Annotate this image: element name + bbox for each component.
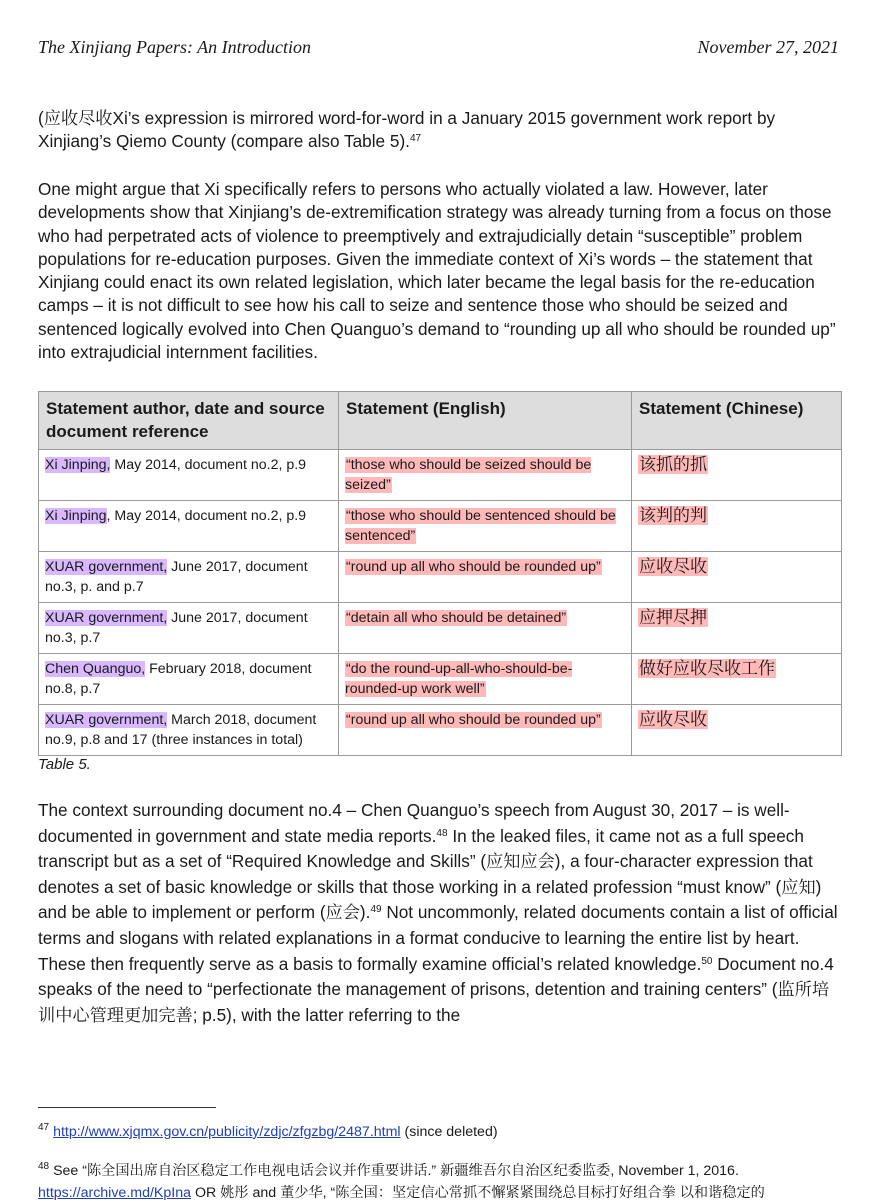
- author-ref: , May 2014, document no.2, p.9: [106, 508, 307, 524]
- table-row: [39, 450, 842, 501]
- paragraph-2: One might argue that Xi specifically refers to persons who actually violated a law. However, later developments show that Xinjiang’s de-extremification strategy was already turning from a focus on those who had perpetrated acts of violence to preemptively and extrajudicially detain “susceptible” problem populations for re-education purposes. Given the immediate context of Xi’s words – the statement that Xinjiang could enact its own related legislation, which later became the legal basis for the re-education camps – it is not difficult to see how his call to seize and sentence those who should be seized and sentenced logically evolved into Chen Quanguo’s demand to “rounding up all who should be rounded up” into extrajudicial internment facilities.: [38, 179, 836, 363]
- paragraph-3-part-2: In the leaked files, it came not as a full speech transcript but as a set of “Required Knowledge and Skills” (应知应会), a four-character expression that denotes a set of basic knowledge or skills that those working in a related profession “must know” (应知) and be able to implement or perform (应会).: [38, 825, 822, 923]
- header-english: Statement (English): [339, 392, 632, 450]
- table-header-row: [39, 392, 842, 450]
- chinese-cell: [632, 501, 842, 552]
- author-name: Chen Quanguo,: [45, 661, 146, 677]
- chinese-cell: [632, 450, 842, 501]
- english-cell: [339, 450, 632, 501]
- chinese-statement: 应收尽收: [639, 710, 707, 729]
- footnote-number: 48: [38, 1161, 50, 1172]
- paragraph-3-part-4: Document no.4 speaks of the need to “perfectionate the management of prisons, detention and training centers” (监所培训中心管理更加完善; p.5), with the latter referring to the: [38, 953, 834, 1025]
- footnote-ref-47[interactable]: 47: [409, 133, 422, 145]
- footnote-47-tail: (since deleted): [400, 1124, 498, 1140]
- english-statement: “round up all who should be rounded up”: [346, 559, 601, 575]
- english-cell: [339, 705, 632, 756]
- footnote-48-text: See “陈全国出席自治区稳定工作电视电话会议并作重要讲话.” 新疆维吾尔自治区纪委监委, November 1, 2016.: [49, 1163, 739, 1179]
- table-row: [39, 705, 842, 756]
- english-cell: [339, 501, 632, 552]
- english-cell: [339, 654, 632, 705]
- author-name: XUAR government,: [45, 559, 168, 575]
- english-cell: [339, 603, 632, 654]
- english-statement: “those who should be sentenced should be sentenced”: [345, 508, 616, 544]
- header-author: Statement author, date and source document reference: [39, 392, 339, 450]
- english-statement: “round up all who should be rounded up”: [346, 712, 601, 728]
- paragraph-3-part-1: The context surrounding document no.4 – Chen Quanguo’s speech from August 30, 2017 – is well-documented in government and state media reports.: [38, 800, 790, 846]
- header-chinese: Statement (Chinese): [632, 392, 842, 450]
- chinese-statement: 应收尽收: [639, 557, 707, 576]
- footnote-48-tail: OR 姚彤 and 董少华, “陈全国：坚定信心常抓不懈紧紧围绕总目标打好组合拳 以和谐稳定的: [191, 1185, 765, 1201]
- author-cell: [39, 654, 339, 705]
- author-ref: March 2018, document no.9, p.8 and 17 (three instances in total): [45, 712, 317, 748]
- statements-table: [38, 391, 842, 756]
- english-statement: “do the round-up-all-who-should-be-rounded-up work well”: [345, 661, 573, 697]
- english-cell: [339, 552, 632, 603]
- author-name: XUAR government,: [45, 712, 168, 728]
- footnote-number: 47: [38, 1122, 50, 1133]
- page-header: [38, 37, 839, 58]
- footnote-ref-49[interactable]: 49: [370, 904, 382, 916]
- author-cell: [39, 603, 339, 654]
- chinese-statement: 应押尽押: [639, 608, 707, 627]
- author-cell: [39, 501, 339, 552]
- table-caption: Table 5.: [38, 756, 91, 773]
- footnote-48-link[interactable]: https://archive.md/KpIna: [38, 1185, 191, 1201]
- footnote-48: [38, 1160, 848, 1204]
- paragraph-1: [38, 107, 843, 154]
- chinese-statement: 做好应收尽收工作: [639, 659, 775, 678]
- paragraph-3-part-3: Not uncommonly, related documents contain a list of official terms and slogans with related explanations in a format conducive to learning the entire list by heart. These then frequently serve as a basis to formally examine official’s related knowledge.: [38, 902, 838, 974]
- table-row: [39, 552, 842, 603]
- english-statement: “those who should be seized should be seized”: [345, 457, 592, 493]
- author-cell: [39, 450, 339, 501]
- author-ref: June 2017, document no.3, p.7: [45, 610, 308, 646]
- footnote-divider: [38, 1107, 216, 1108]
- author-cell: [39, 552, 339, 603]
- author-name: Xi Jinping,: [45, 457, 111, 473]
- document-date: November 27, 2021: [697, 37, 839, 57]
- table-row: [39, 603, 842, 654]
- author-cell: [39, 705, 339, 756]
- paragraph-3: [38, 798, 843, 1028]
- chinese-cell: [632, 552, 842, 603]
- footnote-47: [38, 1121, 848, 1143]
- chinese-cell: [632, 705, 842, 756]
- author-ref: February 2018, document no.8, p.7: [45, 661, 312, 697]
- footnote-ref-50[interactable]: 50: [701, 955, 713, 967]
- author-name: Xi Jinping: [45, 508, 107, 524]
- author-ref: May 2014, document no.2, p.9: [110, 457, 307, 473]
- table-row: [39, 501, 842, 552]
- table-row: [39, 654, 842, 705]
- chinese-statement: 该判的判: [639, 506, 707, 525]
- author-name: XUAR government,: [45, 610, 168, 626]
- chinese-cell: [632, 654, 842, 705]
- paragraph-1-text: (应收尽收Xi’s expression is mirrored word-for-word in a January 2015 government work report by Xinjiang’s Qiemo County (compare also Table 5).: [38, 108, 776, 152]
- chinese-cell: [632, 603, 842, 654]
- footnote-47-link[interactable]: http://www.xjqmx.gov.cn/publicity/zdjc/zfgzbg/2487.html: [53, 1124, 401, 1140]
- chinese-statement: 该抓的抓: [639, 455, 707, 474]
- document-title: The Xinjiang Papers: An Introduction: [38, 37, 311, 57]
- author-ref: June 2017, document no.3, p. and p.7: [45, 559, 308, 595]
- english-statement: “detain all who should be detained”: [346, 610, 567, 626]
- footnote-ref-48[interactable]: 48: [436, 827, 448, 839]
